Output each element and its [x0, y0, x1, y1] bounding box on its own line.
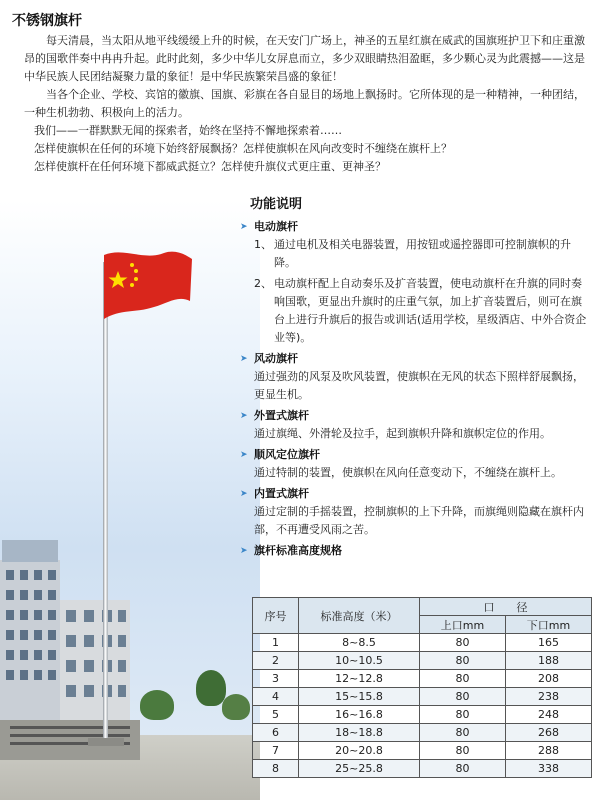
intro-paragraph: 当各个企业、学校、宾馆的徽旗、国旗、彩旗在各自显目的场地上飘扬时。它所体现的是一种精神，一种团结，一种生机勃勃、积极向上的活力。: [24, 88, 585, 119]
tree-icon: [196, 670, 226, 706]
list-item: [240, 236, 590, 272]
item-text: 通过电机及相关电器装置，用按钮或遥控器即可控制旗帜的升降。: [274, 238, 571, 269]
cell-top: 80: [420, 742, 506, 760]
table-header-row: [253, 598, 592, 616]
table-row: [253, 706, 592, 724]
cell-bottom: 338: [506, 760, 592, 778]
cell-top: 80: [420, 634, 506, 652]
col-height-header: 标准高度（米）: [299, 598, 420, 634]
tree-icon: [222, 694, 250, 720]
cell-seq: 2: [253, 652, 299, 670]
cell-bottom: 208: [506, 670, 592, 688]
flagpole-base: [88, 738, 124, 746]
cell-seq: 3: [253, 670, 299, 688]
spec-table-heading: ➤ 旗杆标准高度规格: [240, 542, 590, 560]
cell-height: 20~20.8: [299, 742, 420, 760]
external-flagpole-text: 通过旗绳、外滑轮及拉手，起到旗帜升降和旗帜定位的作用。: [254, 427, 551, 440]
features-heading: 功能说明: [250, 197, 303, 212]
table-row: [253, 688, 592, 706]
cell-top: 80: [420, 670, 506, 688]
cell-bottom: 288: [506, 742, 592, 760]
item-text: 电动旗杆配上自动奏乐及扩音装置，使电动旗杆在升旗的同时奏响国歌，更显出升旗时的庄重气氛，加上扩音装置后，则可在旗台上进行升旗后的报告或训话(适用学校，星级酒店、中外合资企业等)。: [274, 277, 587, 344]
cell-bottom: 238: [506, 688, 592, 706]
cell-height: 18~18.8: [299, 724, 420, 742]
list-item: [240, 275, 590, 347]
cell-height: 16~16.8: [299, 706, 420, 724]
col-diameter-header: 口 径: [420, 598, 592, 616]
cell-height: 12~12.8: [299, 670, 420, 688]
chinese-flag-icon: [104, 251, 194, 331]
cell-height: 10~10.5: [299, 652, 420, 670]
col-top-header: 上口mm: [420, 616, 506, 634]
table-row: [253, 760, 592, 778]
cell-height: 15~15.8: [299, 688, 420, 706]
internal-flagpole-text: 通过定制的手摇装置，控制旗帜的上下升降，而旗绳则隐藏在旗杆内部，不再遭受风雨之苦。: [254, 505, 584, 536]
intro-paragraph: 每天清晨，当太阳从地平线缓缓上升的时候，在天安门广场上，神圣的五星红旗在威武的国旗班护卫下和庄重激昂的国歌伴奏中冉冉升起。此时此刻，多少中华儿女屏息而立，多少双眼睛热泪盈眶，多少颗心灵为此震撼——这是中华民族人民团结凝聚力量的象征！是中华民族繁荣昌盛的象征！: [24, 34, 585, 83]
cell-bottom: 268: [506, 724, 592, 742]
table-row: [253, 742, 592, 760]
table-row: [253, 670, 592, 688]
col-seq-header: 序号: [253, 598, 299, 634]
tree-icon: [140, 690, 174, 720]
cell-bottom: 248: [506, 706, 592, 724]
cell-seq: 1: [253, 634, 299, 652]
item-number: 1、: [254, 238, 272, 251]
cell-top: 80: [420, 706, 506, 724]
wind-flagpole-text: 通过强劲的风泵及吹风装置，使旗帜在无风的状态下照样舒展飘扬，更显生机。: [254, 370, 584, 401]
cell-seq: 6: [253, 724, 299, 742]
building-illustration: [0, 540, 140, 760]
cell-seq: 7: [253, 742, 299, 760]
intro-text: [24, 32, 590, 176]
cell-height: 8~8.5: [299, 634, 420, 652]
cell-seq: 8: [253, 760, 299, 778]
wind-flagpole-heading: ➤ 风动旗杆: [240, 350, 590, 368]
flagpole: [103, 262, 108, 742]
spec-table: [252, 597, 592, 778]
col-bottom-header: 下口mm: [506, 616, 592, 634]
table-row: [253, 724, 592, 742]
cell-seq: 5: [253, 706, 299, 724]
wind-position-flagpole-heading: ➤ 顺风定位旗杆: [240, 446, 590, 464]
item-number: 2、: [254, 277, 272, 290]
internal-flagpole-heading: ➤ 内置式旗杆: [240, 485, 590, 503]
intro-paragraph: 怎样使旗杆在任何环境下都威武挺立？怎样使升旗仪式更庄重、更神圣？: [34, 160, 386, 173]
wind-position-flagpole-text: 通过特制的装置，使旗帜在风向任意变动下，不缠绕在旗杆上。: [254, 466, 562, 479]
electric-flagpole-heading: ➤ 电动旗杆: [240, 218, 590, 236]
cell-top: 80: [420, 688, 506, 706]
cell-top: 80: [420, 760, 506, 778]
cell-top: 80: [420, 652, 506, 670]
table-row: [253, 634, 592, 652]
cell-top: 80: [420, 724, 506, 742]
page-title: 不锈钢旗杆: [12, 13, 82, 29]
external-flagpole-heading: ➤ 外置式旗杆: [240, 407, 590, 425]
table-row: [253, 652, 592, 670]
intro-paragraph: 怎样使旗帜在任何的环境下始终舒展飘扬？怎样使旗帜在风向改变时不缠绕在旗杆上？: [34, 142, 452, 155]
intro-paragraph: 我们——一群默默无闻的探索者，始终在坚持不懈地探索着……: [34, 124, 342, 137]
cell-seq: 4: [253, 688, 299, 706]
cell-height: 25~25.8: [299, 760, 420, 778]
cell-bottom: 165: [506, 634, 592, 652]
features-section: [240, 196, 590, 560]
cell-bottom: 188: [506, 652, 592, 670]
